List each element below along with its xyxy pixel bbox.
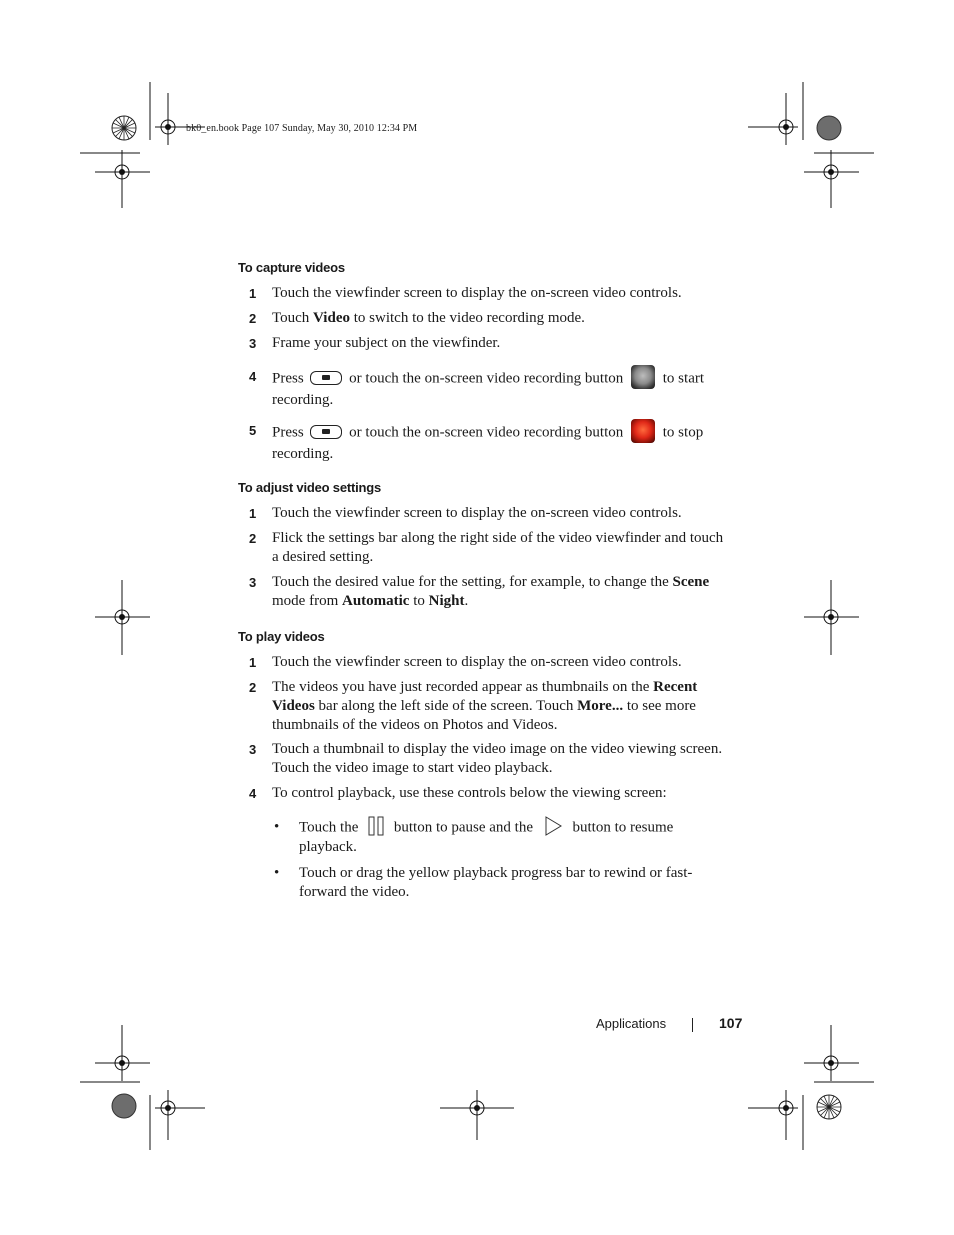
step-number: 3	[249, 336, 257, 351]
bullet-dot: •	[274, 819, 280, 835]
bullet-dot: •	[274, 865, 280, 881]
record-stop-icon	[631, 419, 655, 443]
page-number: 107	[719, 1015, 743, 1031]
ui-term-more: More...	[577, 698, 624, 714]
play-icon	[543, 816, 563, 836]
step-number: 1	[249, 655, 257, 670]
ui-term-scene: Scene	[672, 574, 710, 590]
bullet-text: Touch or drag the yellow playback progress bar to rewind or fast- forward the video.	[299, 865, 693, 900]
step-text: The videos you have just recorded appear as thumbnails on the Recent Videos bar along the left side of the screen. Touch More... to see more thumbnails of the videos on Photos and Videos.	[272, 679, 698, 733]
step-number: 3	[249, 742, 257, 757]
bullet-text: Touch the button to pause and the button to resume playback.	[299, 818, 709, 857]
ui-term-recent: Recent	[653, 679, 698, 695]
pause-icon	[368, 816, 384, 836]
step-number: 5	[249, 423, 257, 438]
step-number: 1	[249, 506, 257, 521]
heading-adjust-video-settings: To adjust video settings	[238, 480, 382, 495]
step-number: 4	[249, 369, 257, 384]
step-number: 2	[249, 311, 257, 326]
step-number: 2	[249, 531, 257, 546]
grey-target-tr	[817, 116, 841, 140]
step-number: 2	[249, 680, 257, 695]
step-text: Press or touch the on-screen video recording button to stop recording.	[272, 421, 738, 464]
step-text: Touch the viewfinder screen to display the on-screen video controls.	[272, 505, 682, 521]
step-text: Touch a thumbnail to display the video image on the video viewing screen. Touch the video image to start video playback.	[272, 741, 723, 776]
step-number: 3	[249, 575, 257, 590]
ui-term-videos: Videos	[272, 698, 315, 714]
step-text: Touch the viewfinder screen to display the on-screen video controls.	[272, 285, 682, 301]
footer-section-name: Applications	[596, 1016, 667, 1031]
step-text: Touch the desired value for the setting, for example, to change the Scene mode from Automatic to Night.	[272, 574, 710, 609]
print-slug: bk0_en.book Page 107 Sunday, May 30, 2010 12:34 PM	[186, 123, 418, 134]
step-number: 1	[249, 286, 257, 301]
step-text: To control playback, use these controls below the viewing screen:	[272, 785, 667, 801]
footer-divider	[692, 1018, 693, 1032]
ui-term-video: Video	[313, 310, 350, 326]
ui-term-automatic: Automatic	[341, 593, 410, 609]
step-number: 4	[249, 786, 257, 801]
record-start-icon	[631, 365, 655, 389]
star-target-tl	[112, 116, 136, 140]
heading-capture-videos: To capture videos	[238, 260, 345, 275]
ui-term-night: Night	[428, 593, 465, 609]
step-text: Frame your subject on the viewfinder.	[272, 335, 501, 351]
step-text: Touch Video to switch to the video recording mode.	[272, 310, 585, 326]
step-text: Flick the settings bar along the right side of the video viewfinder and touch a desired setting.	[272, 530, 724, 565]
step-text: Touch the viewfinder screen to display the on-screen video controls.	[272, 654, 682, 670]
star-target-br	[817, 1095, 841, 1119]
camera-key-icon	[310, 425, 342, 439]
heading-play-videos: To play videos	[238, 629, 325, 644]
step-text: Press or touch the on-screen video recording button to start recording.	[272, 367, 738, 410]
grey-target-bl	[112, 1094, 136, 1118]
camera-key-icon	[310, 371, 342, 385]
